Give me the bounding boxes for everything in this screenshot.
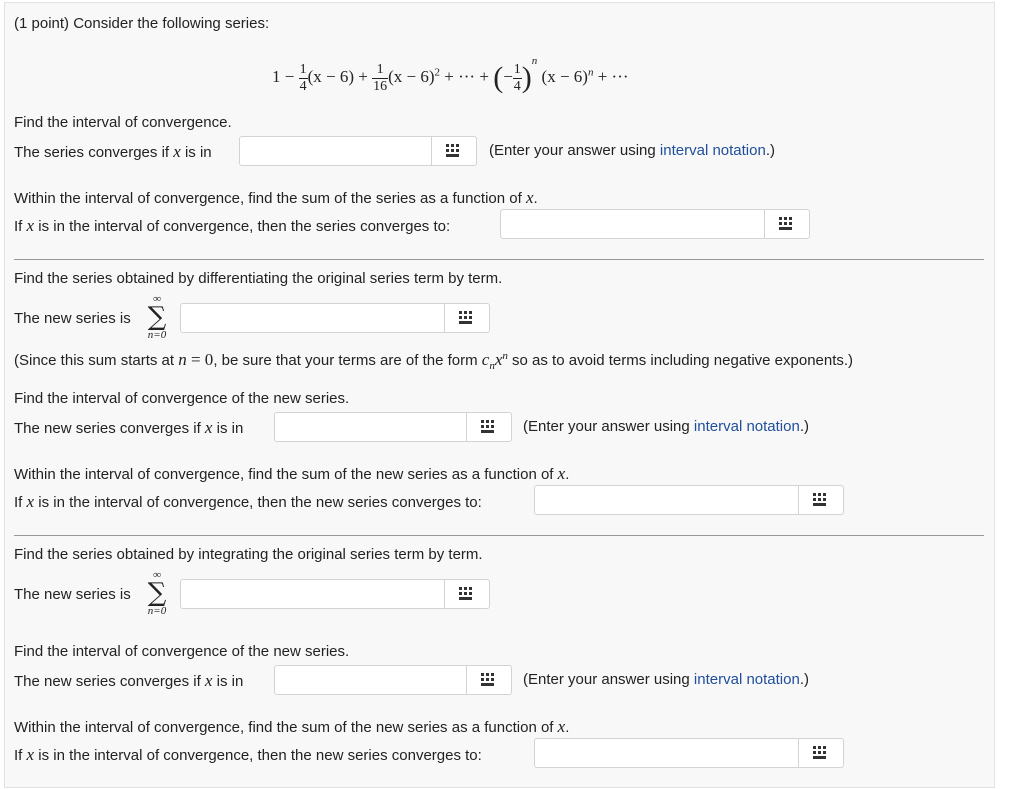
s2-note-end: so as to avoid terms including negative exponents.) xyxy=(507,352,854,369)
s1-interval-field xyxy=(239,136,477,166)
s2-sigma xyxy=(142,293,172,341)
hint-open: (Enter your answer using xyxy=(523,671,694,688)
s3-q2-title-var: x xyxy=(557,717,566,736)
s2-q2-label xyxy=(14,492,482,512)
s2-sigma-symbol: ∑ xyxy=(147,302,167,332)
s2-q2-prefix: If xyxy=(14,494,27,511)
s2-note-open: (Since this sum starts at xyxy=(14,352,179,369)
s2-sum-field xyxy=(534,485,844,515)
fraction-1 xyxy=(299,62,308,95)
s2-q1-prefix: The new series converges if xyxy=(14,420,205,437)
s2-interval-hint xyxy=(523,418,809,435)
s3-sigma-top: ∞ xyxy=(153,569,161,581)
s1-q2-title-var: x xyxy=(525,188,534,207)
s1-q2-label xyxy=(14,216,450,236)
s3-q2-var: x xyxy=(26,745,35,764)
s1-interval-hint xyxy=(489,142,775,159)
s3-series-field xyxy=(180,579,490,609)
s3-q1-prefix: The new series converges if xyxy=(14,673,205,690)
s3-q2-prefix: If xyxy=(14,747,27,764)
s3-sum-field xyxy=(534,738,844,768)
series-part2: (x − 6) + xyxy=(307,67,368,86)
s2-q2-rest: is in the interval of convergence, then the new series converges to: xyxy=(34,494,482,511)
s2-note-x: x xyxy=(494,350,503,369)
s1-sum-equation-button[interactable] xyxy=(764,210,809,238)
s3-interval-hint xyxy=(523,671,809,688)
series-part6: + ··· xyxy=(597,67,629,86)
interval-notation-link[interactable]: interval notation xyxy=(659,142,766,159)
interval-notation-link[interactable]: interval notation xyxy=(693,418,800,435)
s2-sum-input[interactable] xyxy=(535,486,800,514)
s1-sum-field xyxy=(500,209,810,239)
hint-close: .) xyxy=(799,418,809,435)
neg-sign: − xyxy=(503,67,513,86)
series-part5: (x − 6) xyxy=(541,67,588,86)
s3-interval-field xyxy=(274,665,512,695)
equation-grid-icon xyxy=(779,217,795,231)
series-expression xyxy=(272,55,629,95)
s3-series-equation-button[interactable] xyxy=(444,580,489,608)
series-part3: (x − 6) xyxy=(388,67,435,86)
s2-note-c: c xyxy=(481,350,490,369)
s2-note-sup: n xyxy=(502,350,508,362)
equation-grid-icon xyxy=(459,587,475,601)
s3-q2-label xyxy=(14,745,482,765)
s1-sum-input[interactable] xyxy=(501,210,766,238)
s3-q2-title-end: . xyxy=(565,719,570,736)
s2-sum-equation-button[interactable] xyxy=(798,486,843,514)
s1-q1-mid: is in xyxy=(180,144,212,161)
frac2-num: 1 xyxy=(372,62,388,79)
s2-q1-title: Find the interval of convergence of the new series. xyxy=(14,390,350,407)
s2-q2-title-end: . xyxy=(565,466,570,483)
equation-grid-icon xyxy=(481,673,497,687)
section-divider-2 xyxy=(14,535,984,536)
frac1-num: 1 xyxy=(299,61,307,77)
s2-note-n: n xyxy=(178,350,187,369)
s3-q1-mid: is in xyxy=(212,673,244,690)
s2-q2-title xyxy=(14,464,569,484)
s2-q2-var: x xyxy=(26,492,35,511)
s3-title: Find the series obtained by integrating the original series term by term. xyxy=(14,546,483,563)
equation-grid-icon xyxy=(813,746,829,760)
frac1-den: 4 xyxy=(299,78,307,94)
s2-note-sub: n xyxy=(489,360,495,372)
s3-series-input[interactable] xyxy=(181,580,446,608)
s2-q1-label xyxy=(14,418,243,438)
hint-close: .) xyxy=(799,671,809,688)
s3-q1-title: Find the interval of convergence of the new series. xyxy=(14,643,350,660)
interval-notation-link[interactable]: interval notation xyxy=(693,671,800,688)
s1-q2-title xyxy=(14,188,538,208)
s3-interval-equation-button[interactable] xyxy=(466,666,511,694)
s3-sigma xyxy=(142,569,172,617)
hint-close: .) xyxy=(765,142,775,159)
s2-sigma-bottom: n=0 xyxy=(147,329,167,341)
paren-close: ) xyxy=(521,61,532,95)
s2-series-input[interactable] xyxy=(181,304,446,332)
exp-n2: n xyxy=(587,66,594,79)
equation-grid-icon xyxy=(481,420,497,434)
s2-series-equation-button[interactable] xyxy=(444,304,489,332)
s3-q2-title-text: Within the interval of convergence, find the sum of the new series as a function of xyxy=(14,719,558,736)
s2-interval-equation-button[interactable] xyxy=(466,413,511,441)
fraction-3 xyxy=(513,62,522,95)
exp-n: n xyxy=(531,55,538,67)
s3-q2-rest: is in the interval of convergence, then the new series converges to: xyxy=(34,747,482,764)
s2-interval-field xyxy=(274,412,512,442)
s2-interval-input[interactable] xyxy=(275,413,468,441)
s2-note xyxy=(14,350,853,372)
series-part1: 1 − xyxy=(272,67,295,86)
s3-q1-var: x xyxy=(204,671,213,690)
s2-new-series-label: The new series is xyxy=(14,310,131,327)
s2-note-mid: , be sure that your terms are of the form xyxy=(213,352,482,369)
paren-open: ( xyxy=(493,61,504,95)
s1-q2-rest: is in the interval of convergence, then the series converges to: xyxy=(34,218,451,235)
s1-q2-title-end: . xyxy=(533,190,538,207)
s2-q2-title-text: Within the interval of convergence, find the sum of the new series as a function of xyxy=(14,466,558,483)
frac3-num: 1 xyxy=(513,61,521,77)
s3-sigma-symbol: ∑ xyxy=(147,578,167,608)
s3-new-series-label: The new series is xyxy=(14,586,131,603)
problem-intro: (1 point) Consider the following series: xyxy=(14,15,270,32)
s2-title: Find the series obtained by differentiating the original series term by term. xyxy=(14,270,503,287)
s1-q1-prefix: The series converges if xyxy=(14,144,174,161)
s2-note-eq: = 0 xyxy=(186,350,214,369)
hint-open: (Enter your answer using xyxy=(523,418,694,435)
section-divider-1 xyxy=(14,259,984,260)
s1-interval-equation-button[interactable] xyxy=(431,137,476,165)
frac2-den: 16 xyxy=(373,78,388,94)
s3-sigma-bottom: n=0 xyxy=(147,605,167,617)
equation-grid-icon xyxy=(446,144,462,158)
s1-q2-prefix: If xyxy=(14,218,27,235)
s2-q1-var: x xyxy=(204,418,213,437)
exp-2: 2 xyxy=(434,66,441,79)
s2-q1-mid: is in xyxy=(212,420,244,437)
s3-q2-title xyxy=(14,717,569,737)
s3-interval-input[interactable] xyxy=(275,666,468,694)
s1-q2-var: x xyxy=(26,216,35,235)
s1-q1-label xyxy=(14,142,212,162)
hint-open: (Enter your answer using xyxy=(489,142,660,159)
frac3-den: 4 xyxy=(513,78,521,94)
s1-q1-title: Find the interval of convergence. xyxy=(14,114,232,131)
s3-q1-label xyxy=(14,671,243,691)
equation-grid-icon xyxy=(459,311,475,325)
s2-q2-title-var: x xyxy=(557,464,566,483)
series-part4: + ··· + xyxy=(444,67,489,86)
s2-sigma-top: ∞ xyxy=(153,293,161,305)
fraction-2 xyxy=(372,62,388,95)
s3-sum-input[interactable] xyxy=(535,739,800,767)
s1-interval-input[interactable] xyxy=(240,137,433,165)
s2-series-field xyxy=(180,303,490,333)
s3-sum-equation-button[interactable] xyxy=(798,739,843,767)
s1-q2-title-text: Within the interval of convergence, find the sum of the series as a function of xyxy=(14,190,526,207)
s1-q1-var: x xyxy=(173,142,181,161)
equation-grid-icon xyxy=(813,493,829,507)
